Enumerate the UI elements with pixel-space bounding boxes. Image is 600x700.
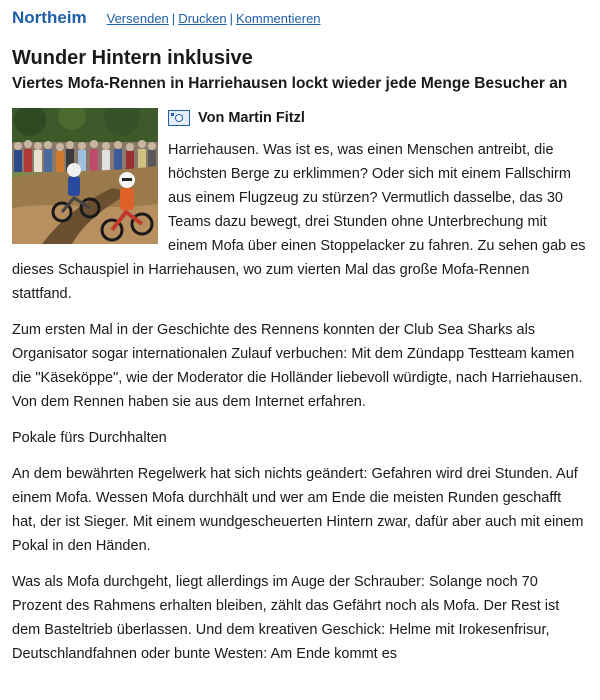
toolbar-separator: | [229, 11, 233, 26]
article-paragraph: Was als Mofa durchgeht, liegt allerdings im Auge der Schrauber: Solange noch 70 Prozent des Rahmens erhalten bleiben, zählt das Gefährt noch als Mofa. Der Rest ist dem Basteltrieb überlassen. Und dem kreativen Geschick: Helme mit Irokesenfrisur, Deutschlandfahnen oder bunte Westen: Am Ende kommt es [12, 574, 560, 662]
send-link[interactable]: Versenden [106, 11, 169, 26]
section-title: Northeim [12, 8, 87, 27]
print-link[interactable]: Drucken [178, 11, 227, 26]
author-name: Von Martin Fitzl [198, 110, 305, 126]
mofa-race-photo [12, 108, 158, 244]
article-paragraph: Harriehausen. Was ist es, was einen Menschen antreibt, die höchsten Berge zu erklimmen? Oder sich mit einem Fallschirm aus einem Flugzeug zu stürzen? Vermutlich dasselbe, das 30 Teams dazu bewegt, drei Stunden ohne Unterbrechung mit einem Mofa über einen Stoppelacker zu fahren. Zu sehen gab es dieses Schauspiel in Harriehausen, wo zum vierten Mal das große Mofa-Rennen stattfand. [12, 142, 586, 302]
byline [168, 106, 588, 130]
article-header [12, 0, 588, 40]
toolbar-separator: | [171, 11, 176, 26]
article-subheading: Pokale fürs Durchhalten [12, 430, 167, 446]
article-paragraph: An dem bewährten Regelwerk hat sich nichts geändert: Gefahren wird drei Stunden. Auf einem Mofa. Wessen Mofa durchhält und wer am Ende die meisten Runden geschafft hat, der ist Sieger. Mit einem wundgescheuerten Hintern zwar, dafür aber auch mit einem Pokal in den Händen. [12, 466, 584, 554]
comment-link[interactable]: Kommentieren [236, 11, 321, 26]
article-photo[interactable] [12, 108, 158, 244]
article-paragraph: Zum ersten Mal in der Geschichte des Rennens konnten der Club Sea Sharks als Organisator sogar internationalen Zulauf verbuchen: Mit dem Zündapp Testteam kamen die "Käseköppe", wie der Moderator die Holländer liebevoll würdigte, nach Harriehausen. Von dem Rennen haben sie aus dem Internet erfahren. [12, 322, 583, 410]
article-headline: Wunder Hintern inklusive [12, 47, 253, 69]
article-body [12, 106, 588, 666]
article-toolbar [107, 11, 321, 26]
camera-icon[interactable] [168, 110, 190, 126]
article-subheadline: Viertes Mofa-Rennen in Harriehausen lockt wieder jede Menge Besucher an [12, 75, 568, 92]
